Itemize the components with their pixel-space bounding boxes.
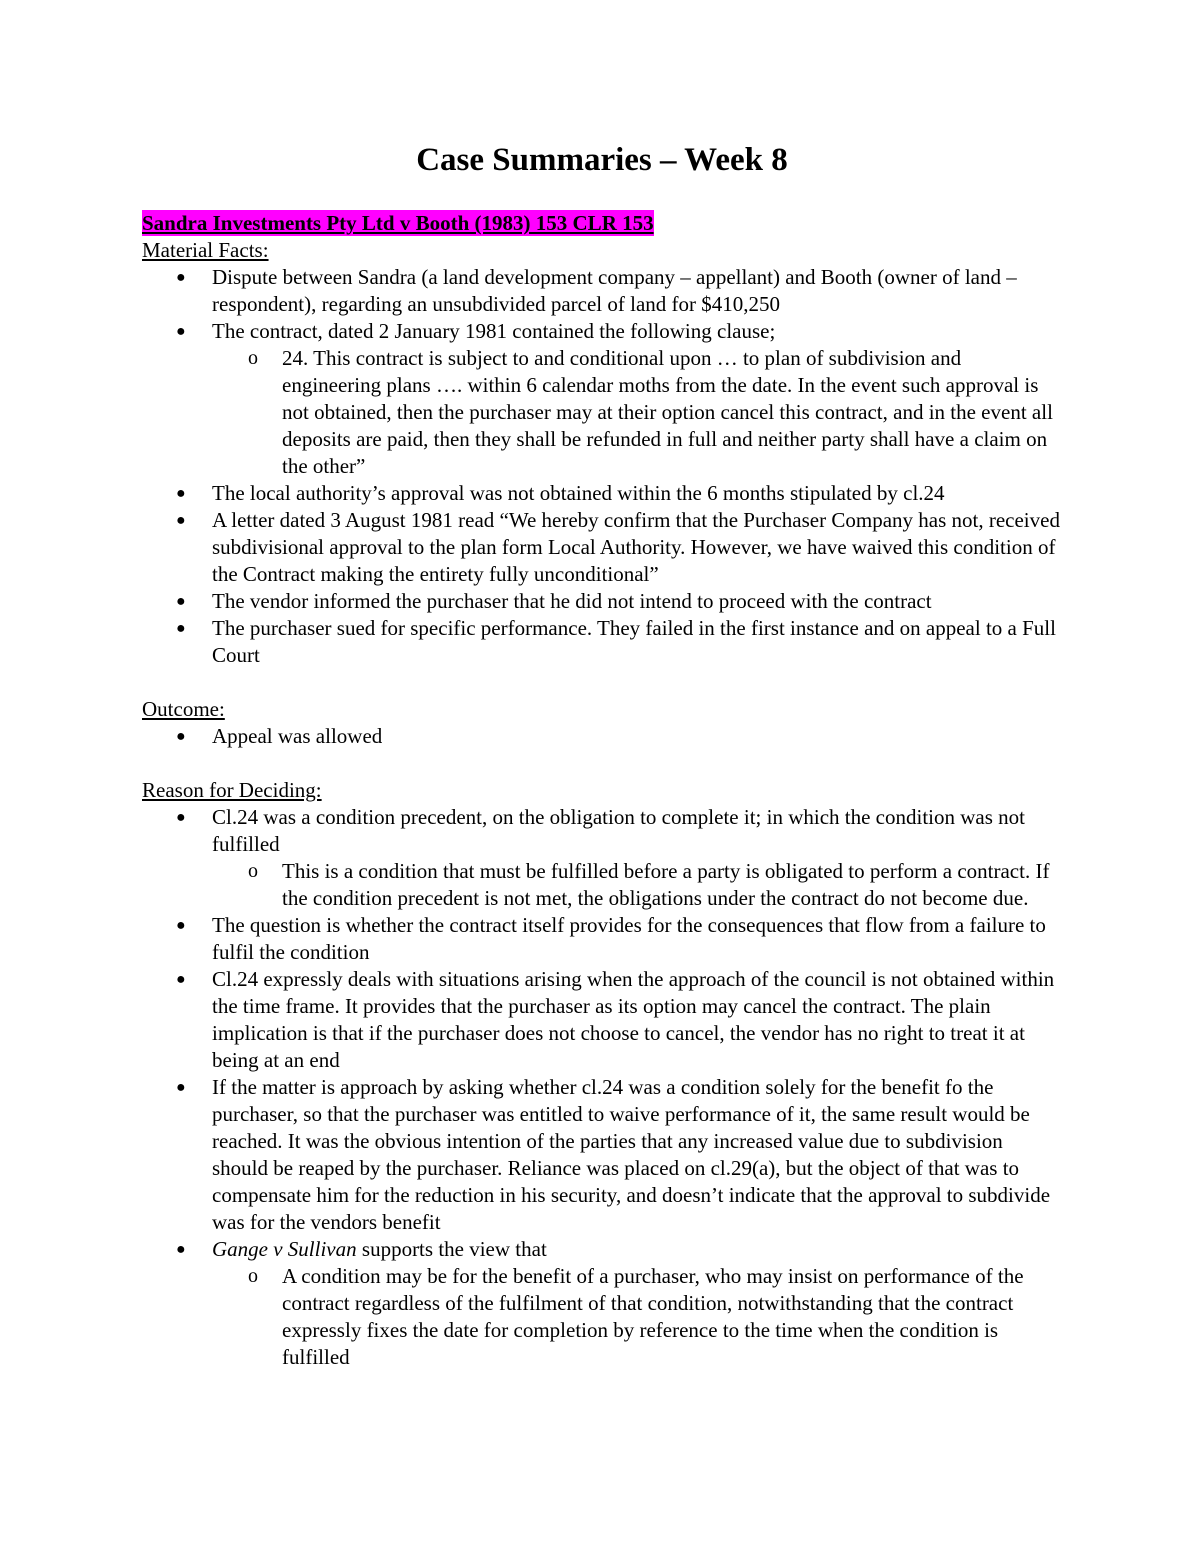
case-heading-line <box>142 210 1062 237</box>
hollow-bullet-icon: o <box>248 860 258 882</box>
bullet-icon: ● <box>176 971 186 988</box>
list-item-text: The question is whether the contract itself provides for the consequences that flow from a failure to fulfil the condition <box>212 913 1046 964</box>
list-item-text: If the matter is approach by asking whether cl.24 was a condition solely for the benefit fo the purchaser, so that the purchaser was entitled to waive performance of it, the same result would be reached. It was the obvious intention of the parties that any increased value due to subdivision should be reaped by the purchaser. Reliance was placed on cl.29(a), but the object of that was to compensate him for the reduction in his security, and doesn’t indicate that the approval to subdivide was for the vendors benefit <box>212 1075 1051 1234</box>
bullet-icon: ● <box>176 1079 186 1096</box>
outcome-list <box>142 723 1062 750</box>
list-item <box>142 723 1062 750</box>
bullet-icon: ● <box>176 512 186 529</box>
list-item-text: Appeal was allowed <box>212 724 383 748</box>
list-item <box>142 804 1062 912</box>
material-facts-label: Material Facts: <box>142 238 269 262</box>
list-item-text: A letter dated 3 August 1981 read “We hereby confirm that the Purchaser Company has not, received subdivisional approval to the plan form Local Authority. However, we have waived this condition of the Contract making the entirety fully unconditional” <box>212 508 1060 586</box>
bullet-icon: ● <box>176 917 186 934</box>
hollow-bullet-icon: o <box>248 1265 258 1287</box>
bullet-icon: ● <box>176 809 186 826</box>
case-citation: Gange v Sullivan <box>212 1237 357 1261</box>
document-body <box>142 140 1062 1371</box>
reason-list <box>142 804 1062 1371</box>
bullet-icon: ● <box>176 485 186 502</box>
sub-list-item-text: This is a condition that must be fulfilled before a party is obligated to perform a contract. If the condition precedent is not met, the obligations under the contract do not become due. <box>282 859 1050 910</box>
page-title: Case Summaries – Week 8 <box>416 142 788 178</box>
sub-list <box>212 345 1062 480</box>
bullet-icon: ● <box>176 323 186 340</box>
sub-list-item <box>212 1263 1062 1371</box>
bullet-icon: ● <box>176 1241 186 1258</box>
list-item <box>142 507 1062 588</box>
blank-line <box>142 750 1062 777</box>
sub-list <box>212 1263 1062 1371</box>
case-heading: Sandra Investments Pty Ltd v Booth (1983) 153 CLR 153 <box>142 211 654 235</box>
list-item <box>142 318 1062 480</box>
list-item <box>142 1236 1062 1371</box>
list-item <box>142 264 1062 318</box>
list-item <box>142 912 1062 966</box>
sub-list <box>212 858 1062 912</box>
list-item-text: Dispute between Sandra (a land development company – appellant) and Booth (owner of land – respondent), regarding an unsubdivided parcel of land for $410,250 <box>212 265 1017 316</box>
list-item-text: supports the view that <box>356 1237 547 1261</box>
sub-list-item-text: 24. This contract is subject to and conditional upon … to plan of subdivision and engineering plans …. within 6 calendar moths from the date. In the event such approval is not obtained, then the purchaser may at their option cancel this contract, and in the event all deposits are paid, then they shall be refunded in full and neither party shall have a claim on the other” <box>282 346 1053 478</box>
blank-line <box>142 669 1062 696</box>
outcome-label: Outcome: <box>142 697 225 721</box>
list-item <box>142 588 1062 615</box>
material-facts-list <box>142 264 1062 669</box>
list-item-text: Cl.24 expressly deals with situations arising when the approach of the council is not obtained within the time frame. It provides that the purchaser as its option may cancel the contract. The plain implication is that if the purchaser does not choose to cancel, the vendor has no right to treat it at being at an end <box>212 967 1055 1072</box>
list-item-text: The local authority’s approval was not obtained within the 6 months stipulated by cl.24 <box>212 481 945 505</box>
list-item-text: Cl.24 was a condition precedent, on the obligation to complete it; in which the condition was not fulfilled <box>212 805 1026 856</box>
list-item-text: The contract, dated 2 January 1981 contained the following clause; <box>212 319 776 343</box>
list-item-text: The vendor informed the purchaser that he did not intend to proceed with the contract <box>212 589 932 613</box>
list-item <box>142 480 1062 507</box>
list-item <box>142 1074 1062 1236</box>
hollow-bullet-icon: o <box>248 347 258 369</box>
list-item <box>142 966 1062 1074</box>
bullet-icon: ● <box>176 620 186 637</box>
bullet-icon: ● <box>176 728 186 745</box>
sub-list-item <box>212 858 1062 912</box>
sub-list-item <box>212 345 1062 480</box>
bullet-icon: ● <box>176 593 186 610</box>
bullet-icon: ● <box>176 269 186 286</box>
list-item <box>142 615 1062 669</box>
reason-label: Reason for Deciding: <box>142 778 322 802</box>
list-item-text: The purchaser sued for specific performance. They failed in the first instance and on appeal to a Full Court <box>212 616 1056 667</box>
sub-list-item-text: A condition may be for the benefit of a purchaser, who may insist on performance of the contract regardless of the fulfilment of that condition, notwithstanding that the contract expressly fixes the date for completion by reference to the time when the condition is fulfilled <box>282 1264 1024 1369</box>
